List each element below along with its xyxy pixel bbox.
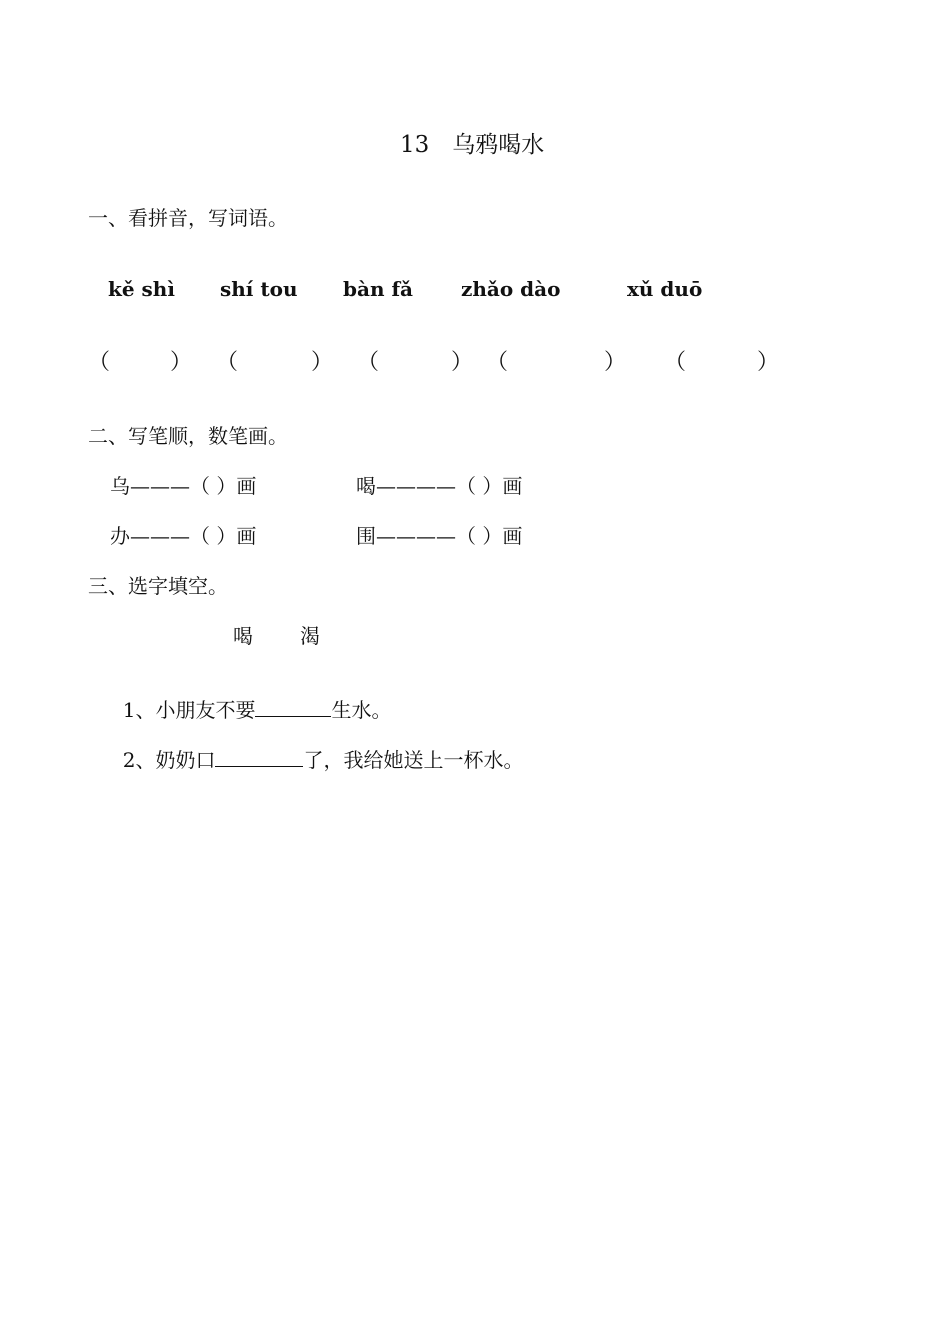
- question-2-suffix: 了，我给她送上一杯水。: [303, 748, 524, 772]
- question-1-prefix: 1、小朋友不要: [122, 698, 256, 722]
- answer-paren-open-5: （: [664, 350, 687, 375]
- answer-paren-close-2: ）: [311, 350, 334, 375]
- question-2-prefix: 2、奶奶口: [122, 748, 216, 772]
- section-1-heading: 一、看拼音，写词语。: [88, 206, 288, 230]
- answer-paren-open-1: （: [88, 350, 111, 375]
- question-2-blank[interactable]: [215, 746, 303, 767]
- choice-ke: 渴: [300, 624, 320, 648]
- answer-paren-close-4: ）: [604, 350, 627, 375]
- question-1: [110, 670, 391, 723]
- choice-he: 喝: [233, 624, 253, 648]
- pinyin-5: xǔ duō: [627, 277, 703, 301]
- pinyin-3: bàn fǎ: [343, 277, 414, 301]
- stroke-item-ban: 办———（ ）画: [110, 524, 257, 548]
- pinyin-2: shí tou: [220, 277, 298, 301]
- question-1-blank[interactable]: [255, 696, 331, 717]
- stroke-item-wu: 乌———（ ）画: [110, 474, 257, 498]
- answer-paren-open-4: （: [486, 350, 509, 375]
- page-title: 13 乌鸦喝水: [400, 132, 545, 158]
- answer-paren-open-3: （: [357, 350, 380, 375]
- stroke-item-he: 喝————（ ）画: [356, 474, 523, 498]
- pinyin-1: kě shì: [108, 277, 175, 301]
- section-3-heading: 三、选字填空。: [88, 574, 228, 598]
- pinyin-4: zhǎo dào: [461, 277, 561, 301]
- answer-paren-close-5: ）: [757, 350, 780, 375]
- stroke-item-wei: 围————（ ）画: [356, 524, 523, 548]
- question-2: [110, 720, 523, 773]
- answer-paren-close-3: ）: [451, 350, 474, 375]
- answer-paren-open-2: （: [216, 350, 239, 375]
- question-1-suffix: 生水。: [331, 698, 392, 722]
- section-2-heading: 二、写笔顺，数笔画。: [88, 424, 288, 448]
- answer-paren-close-1: ）: [170, 350, 193, 375]
